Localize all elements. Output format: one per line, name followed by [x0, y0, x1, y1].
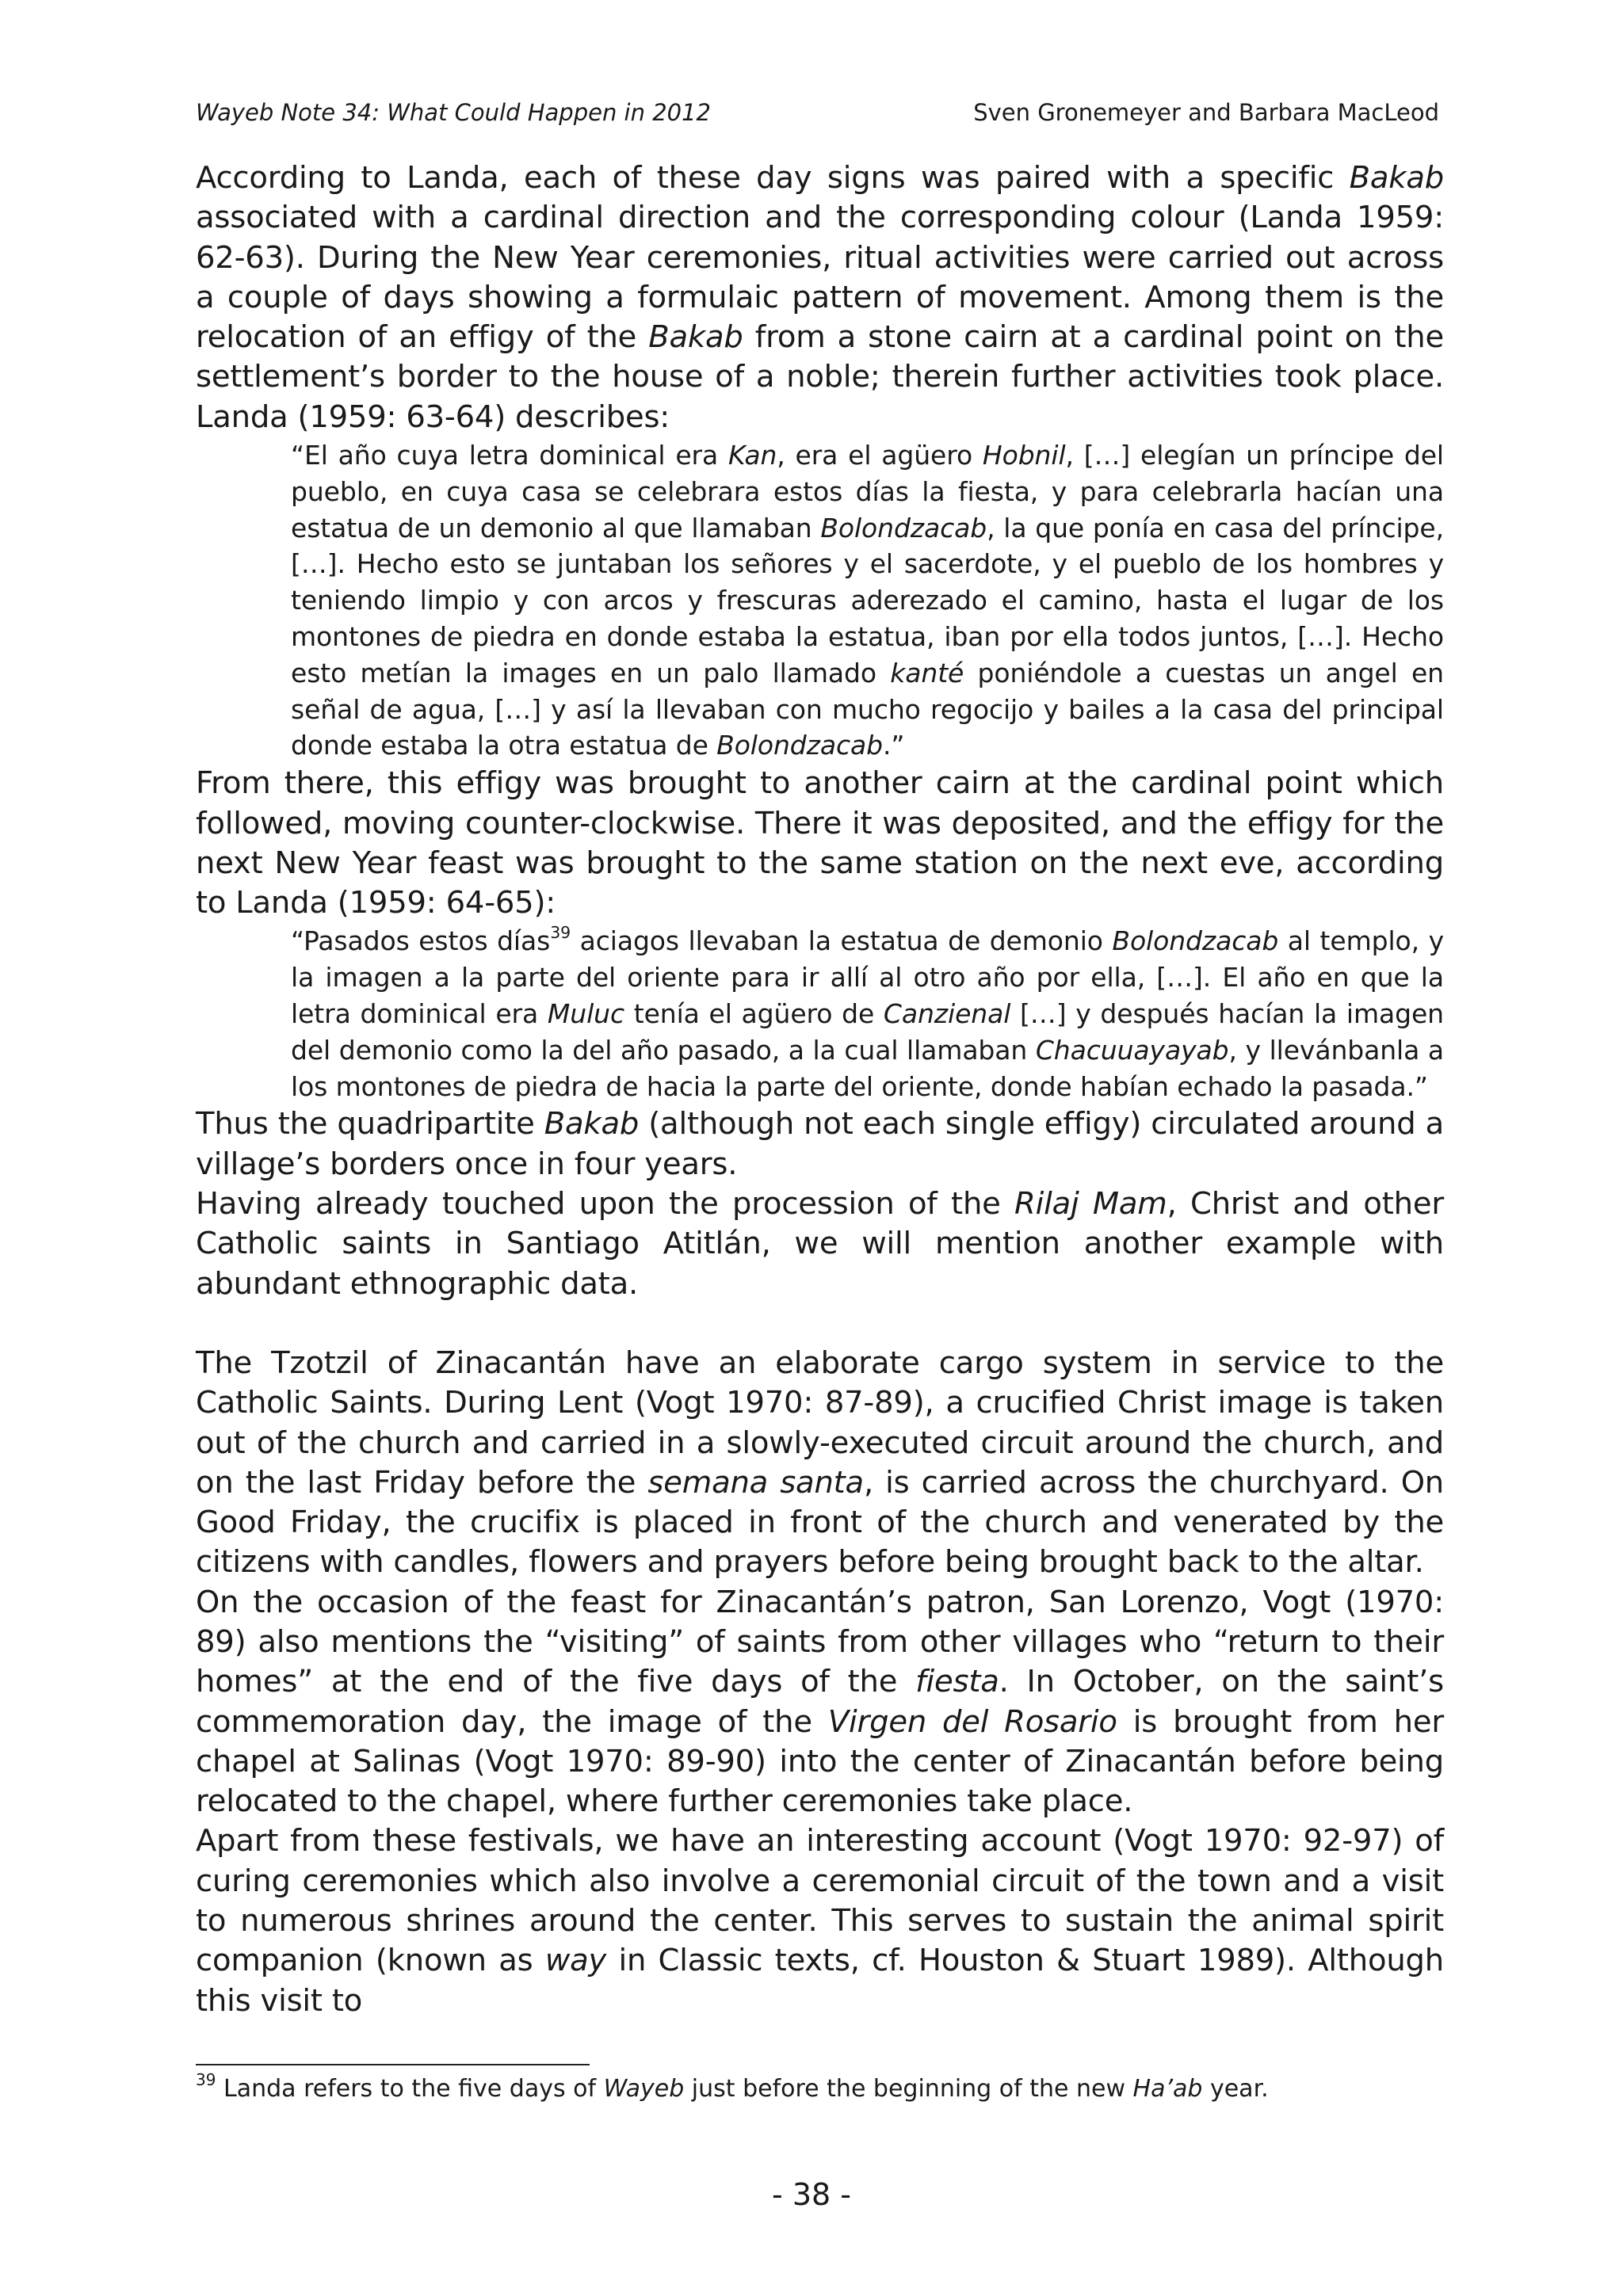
italic-term: Bakab — [648, 319, 743, 356]
text-run: al templo, y la imagen a la parte del oriente para ir allí al otro año por ella, […]. El año en que la letra dominical era — [291, 925, 1444, 1030]
text-run: aciagos llevaban la estatua de demonio — [571, 925, 1113, 957]
footnote-39 — [196, 2072, 1444, 2107]
italic-term: Bakab — [1349, 160, 1444, 196]
text-run: On the occasion of the feast for Zinacantán’s patron, San Lorenzo, Vogt (1970: 89) also mentions the “visiting” of saints from other villages who “return to their homes” at the end of the five days of the — [196, 1584, 1444, 1700]
body-text — [196, 158, 1444, 2021]
text-run: is brought from her chapel at Salinas (Vogt 1970: 89-90) into the center of Zinacantán before being relocated to the chapel, where further ceremonies take place. — [196, 1703, 1444, 1820]
italic-term: Bolondzacab — [1112, 925, 1279, 957]
text-run: According to Landa, each of these day signs was paired with a specific — [196, 160, 1350, 196]
text-run: “El año cuya letra dominical era — [291, 440, 728, 471]
italic-term: Bolondzacab — [716, 730, 883, 761]
text-run: tenía el agüero de — [624, 998, 884, 1030]
text-run: , is carried across the churchyard. On Good Friday, the crucifix is placed in front of the church and venerated by the citizens with candles, flowers and prayers before being brought back to the altar. — [196, 1464, 1444, 1581]
italic-term: Chacuuayayab — [1035, 1034, 1229, 1066]
text-run: […] y después hacían la imagen del demonio como la del año pasado, a la cual llamaban — [291, 998, 1444, 1066]
text-run: associated with a cardinal direction and the corresponding colour (Landa 1959: 62-63). During the New Year ceremonies, ritual activities were carried out across a couple of days showing a formulaic pattern of movement. Among them is the relocation of an effigy of the — [196, 200, 1444, 356]
header-authors: Sven Gronemeyer and Barbara MacLeod — [973, 99, 1439, 126]
italic-term: Muluc — [547, 998, 625, 1030]
italic-term: semana santa — [647, 1464, 864, 1501]
text-run: (although not each single effigy) circulated around a village’s borders once in four years. — [196, 1106, 1444, 1182]
paragraph-4 — [196, 1184, 1444, 1304]
italic-term: Rilaj Mam — [1014, 1186, 1167, 1222]
italic-term: way — [544, 1943, 607, 1979]
paragraph-3 — [196, 1104, 1444, 1184]
text-run: in Classic texts, cf. Houston & Stuart 1989). Although this visit to — [196, 1943, 1444, 2019]
text-run: just before the beginning of the new — [684, 2075, 1133, 2103]
text-run: . In October, on the saint’s commemoration day, the image of the — [196, 1664, 1444, 1740]
italic-term: Canzienal — [883, 998, 1011, 1030]
text-run: Landa refers to the five days of — [216, 2075, 604, 2103]
text-run: The Tzotzil of Zinacantán have an elaborate cargo system in service to the Catholic Saints. During Lent (Vogt 1970: 87-89), a crucified Christ image is taken out of the church and carried in a slowly-executed circuit around the church, and on the last Friday before the — [196, 1344, 1444, 1501]
paragraph-2: From there, this effigy was brought to another cairn at the cardinal point which followed, moving counter-clockwise. There it was deposited, and the effigy for the next New Year feast was brought to the same station on the next eve, according to Landa (1959: 64-65): — [196, 765, 1444, 921]
page-number: - 38 - — [772, 2177, 851, 2212]
block-quote-1 — [291, 437, 1444, 764]
italic-term: Virgen del Rosario — [827, 1703, 1117, 1740]
footnote-divider — [196, 2064, 590, 2065]
text-run: .” — [882, 730, 905, 761]
text-run: year. — [1202, 2075, 1269, 2103]
text-run: Thus the quadripartite — [196, 1106, 544, 1142]
italic-term: Kan — [727, 440, 777, 471]
italic-term: fiesta — [915, 1664, 999, 1700]
italic-term: Bakab — [544, 1106, 640, 1142]
text-run: Having already touched upon the procession of the — [196, 1186, 1015, 1222]
text-run: , Christ and other Catholic saints in Santiago Atitlán, we will mention another example with abundant ethnographic data. — [196, 1186, 1444, 1302]
italic-term: Ha’ab — [1132, 2075, 1203, 2103]
text-run: “Pasados estos días — [291, 925, 551, 957]
paragraph-1 — [196, 158, 1444, 437]
italic-term: Hobnil — [982, 440, 1066, 471]
paragraph-7 — [196, 1821, 1444, 2020]
italic-term: Bolondzacab — [820, 512, 987, 543]
text-run: Apart from these festivals, we have an interesting account (Vogt 1970: 92-97) of curing ceremonies which also involve a ceremonial circuit of the town and a visit to numerous shrines around the center. This serves to sustain the animal spirit companion (known as — [196, 1823, 1444, 1979]
paragraph-gap — [196, 1304, 1444, 1344]
footnote-marker[interactable]: 39 — [550, 923, 571, 943]
paragraph-6 — [196, 1583, 1444, 1822]
header-title: Wayeb Note 34: What Could Happen in 2012 — [196, 99, 712, 126]
paragraph-5 — [196, 1344, 1444, 1583]
text-run: poniéndole a cuestas un angel en señal de agua, […] y así la llevaban con mucho regocijo y bailes a la casa del principal donde estaba la otra estatua de — [291, 657, 1444, 761]
italic-term: Wayeb — [603, 2075, 685, 2103]
footnote-number: 39 — [196, 2070, 216, 2089]
text-run: from a stone cairn at a cardinal point on the settlement’s border to the house of a noble; therein further activities took place. Landa (1959: 63-64) describes: — [196, 319, 1444, 435]
italic-term: kanté — [890, 657, 964, 688]
text-run: , […] elegían un príncipe del pueblo, en cuya casa se celebrara estos días la fiesta, y para celebrarla hacían una estatua de un demonio al que llamaban — [291, 440, 1444, 543]
text-run: , la que ponía en casa del príncipe, […]. Hecho esto se juntaban los señores y el sacerdote, y el pueblo de los hombres y teniendo limpio y con arcos y frescuras aderezado el camino, hasta el lugar de los montones de piedra en donde estaba la estatua, iban por ella todos juntos, […]. Hecho esto metían la images en un palo llamado — [291, 512, 1445, 688]
text-run: , y llevánbanla a los montones de piedra de hacia la parte del oriente, donde habían echado la pasada.” — [291, 1034, 1444, 1102]
block-quote-2 — [291, 923, 1444, 1104]
text-run: , era el agüero — [777, 440, 983, 471]
